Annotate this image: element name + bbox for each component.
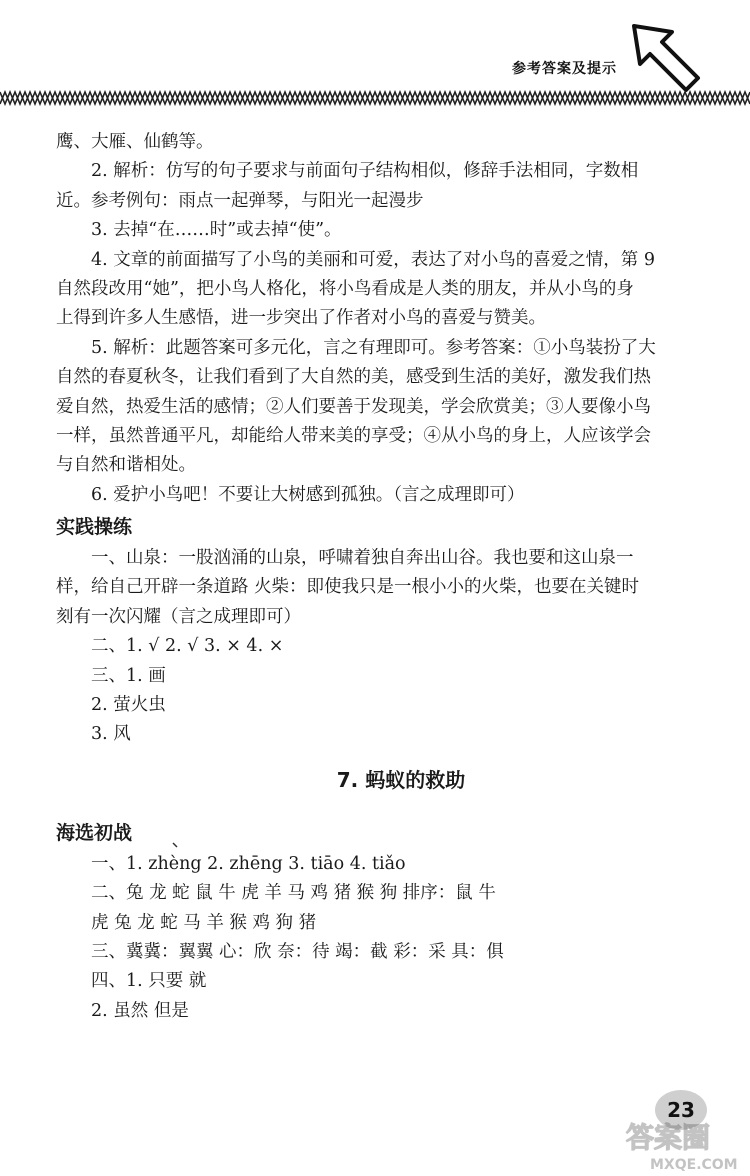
answer-5-line-5: 与自然和谐相处。: [56, 455, 196, 476]
answer-5-line-3: 爱自然，热爱生活的感情；②人们要善于发现美，学会欣赏美；③人要像小鸟: [56, 396, 651, 417]
selection-2-line-1: 二、兔 龙 蛇 鼠 牛 虎 羊 马 鸡 猪 猴 狗 排序：鼠 牛: [91, 883, 496, 904]
answer-4-line-1: 4. 文章的前面描写了小鸟的美丽和可爱，表达了对小鸟的喜爱之情，第 9: [91, 249, 655, 270]
selection-3: 三、冀冀：翼翼 心：欣 奈：待 竭：截 彩：采 具：俱: [91, 941, 504, 962]
answer-3: 3. 去掉“在……时”或去掉“使”。: [91, 220, 342, 241]
answer-6: 6. 爱护小鸟吧！不要让大树感到孤独。（言之成理即可）: [91, 484, 525, 505]
practice-2: 二、1. √ 2. √ 3. × 4. ×: [91, 636, 284, 657]
decorative-zigzag-border: [0, 90, 750, 106]
practice-3-3: 3. 风: [91, 724, 131, 745]
answer-5-line-2: 自然的春夏秋冬，让我们看到了大自然的美，感受到生活的美好，激发我们热: [56, 367, 651, 388]
answer-2-line-2: 近。参考例句：雨点一起弹琴，与阳光一起漫步: [56, 190, 424, 211]
watermark-url-text: MXQE.COM: [650, 1157, 738, 1173]
answer-content: [56, 128, 706, 1026]
watermark-main-text: 答案圈: [626, 1121, 711, 1154]
answer-5-line-1: 5. 解析：此题答案可多元化，言之有理即可。参考答案：①小鸟装扮了大: [91, 337, 656, 358]
section-title-selection: 海选初战: [56, 821, 133, 844]
header-title: 参考答案及提示: [512, 61, 617, 77]
practice-1-line-1: 一、山泉：一股汹涌的山泉，呼啸着独自奔出山谷。我也要和这山泉一: [91, 548, 634, 569]
page-header: [0, 0, 750, 115]
stray-mark: [172, 842, 178, 848]
selection-2-line-2: 虎 兔 龙 蛇 马 羊 猴 鸡 狗 猪: [91, 912, 317, 933]
practice-1-line-2: 样，给自己开辟一条道路 火柴：即使我只是一根小小的火柴，也要在关键时: [56, 577, 640, 598]
answer-5-line-4: 一样，虽然普通平凡，却能给人带来美的享受；④从小鸟的身上，人应该学会: [56, 425, 651, 446]
practice-3-2: 2. 萤火虫: [91, 695, 166, 716]
section-title-practice: 实践操练: [56, 516, 133, 539]
answer-4-line-3: 上得到许多人生感悟，进一步突出了作者对小鸟的喜爱与赞美。: [56, 308, 546, 329]
practice-1-line-3: 刻有一次闪耀（言之成理即可）: [56, 606, 301, 627]
selection-1: 一、1. zhèng 2. zhēng 3. tiāo 4. tiǎo: [91, 853, 406, 874]
selection-4-2: 2. 虽然 但是: [91, 1000, 189, 1021]
arrow-icon: [628, 18, 708, 98]
answer-4-line-2: 自然段改用“她”，把小鸟人格化，将小鸟看成是人类的朋友，并从小鸟的身: [56, 278, 634, 299]
practice-3-1: 三、1. 画: [91, 665, 166, 686]
selection-4-1: 四、1. 只要 就: [91, 971, 207, 992]
answer-2-line-1: 2. 解析：仿写的句子要求与前面句子结构相似，修辞手法相同，字数相: [91, 161, 639, 182]
watermark-logo: [620, 1115, 748, 1173]
chapter-title: 7. 蚂蚁的救助: [336, 767, 466, 792]
text-line: 鹰、大雁、仙鹤等。: [56, 132, 214, 152]
page-number: 23: [655, 1090, 707, 1130]
